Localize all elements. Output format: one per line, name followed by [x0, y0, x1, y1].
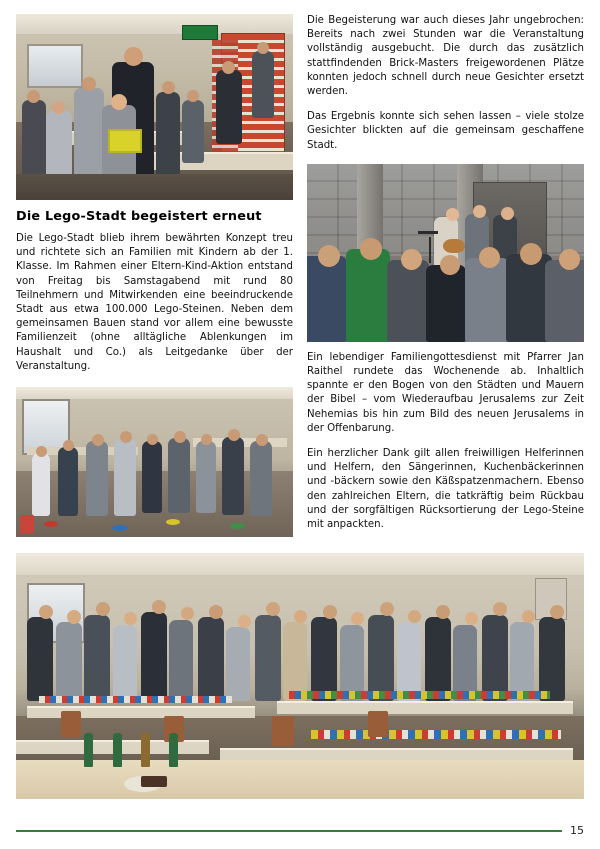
right-paragraph-4: Ein herzlicher Dank gilt allen freiwilligen Helferinnen und Helfern, den Sängerinnen, Kuchenbäckerinnen und -bäckern sowie den Käßspatzenmachern. Ebenso den zahlreichen Eltern, die tatkräftig beim Rückbau und der sorgfältigen Rücksortierung der Lego-Steine mit anpackten. [307, 448, 584, 531]
photo-children-hall [16, 387, 293, 537]
page-headline: Die Lego-Stadt begeistert erneut [16, 209, 262, 224]
right-paragraph-3: Ein lebendiger Familiengottesdienst mit Pfarrer Jan Raithel rundete das Wochenende ab. Inhaltlich spannte er den Bogen von den Städten und Mauern der Bibel – vom Wiederaufbau Jerusalems zur Zeit Nehemias bis hin zum Bild des neuen Jerusalems in der Offenbarung. [307, 351, 584, 434]
photo-church-service-guitar [307, 164, 584, 342]
left-column [16, 14, 293, 543]
photo-group-large-hall [16, 553, 584, 799]
footer-rule [16, 830, 562, 832]
right-column [307, 14, 584, 543]
page-number: 15 [570, 824, 584, 837]
photo-lego-city-build [16, 14, 293, 200]
right-paragraph-1: Die Begeisterung war auch dieses Jahr ungebrochen: Bereits nach zwei Stunden war die Veranstaltung vollständig ausgebucht. Die durch das zusätzlich stattfindenden Brick-Masters freigewordenen Plätze konnten jedoch schnell durch neue Gesichter ersetzt werden. [307, 15, 584, 98]
page-columns [16, 14, 584, 543]
page-footer [16, 824, 584, 837]
right-paragraph-2: Das Ergebnis konnte sich sehen lassen – viele stolze Gesichter blickten auf die gemeinsam geschaffene Stadt. [307, 111, 584, 151]
left-paragraph-1: Die Lego-Stadt blieb ihrem bewährten Konzept treu und richtete sich an Familien mit Kindern ab der 1. Klasse. Im Rahmen einer Eltern-Kind-Aktion entstand von Freitag bis Samstagabend mit rund 80 Teilnehmern und Mitwirkenden eine beeindruckende Stadt aus etwa 100.000 Lego-Steinen. Neben dem gemeinsamen Bauen stand vor allem eine bewusste Familienzeit (ohne alltägliche Ablenkungen im Haushalt und Co.) als Leitgedanke über der Veranstaltung. [16, 233, 293, 372]
